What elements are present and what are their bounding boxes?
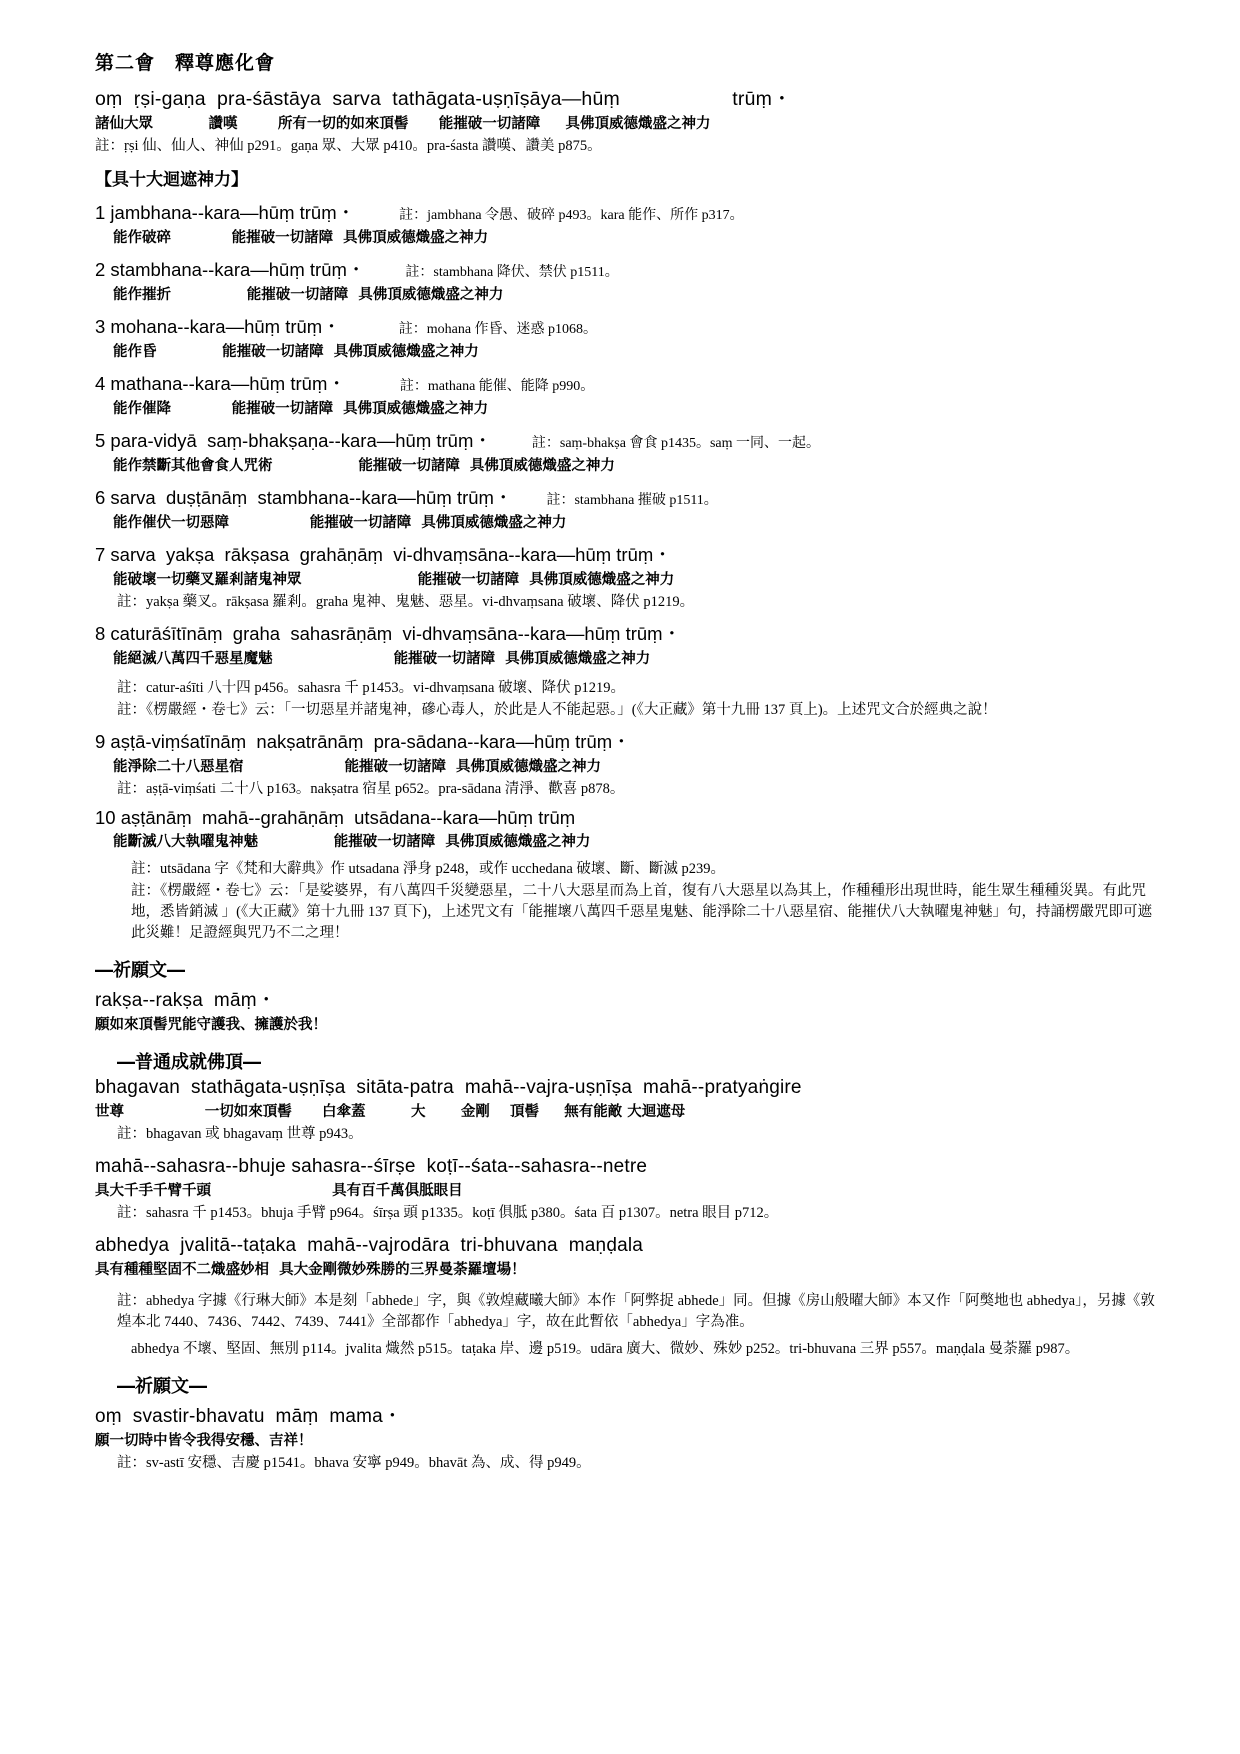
opening-block [95,83,1160,155]
common-line1-note: 註：bhagavan 或 bhagavaṃ 世尊 p943。 [117,1126,363,1142]
item-gloss: 能作催伏一切惡障 能摧破一切諸障 具佛頂威德熾盛之神力 [113,515,567,531]
common-line2-sanskrit: mahā--sahasra--bhuje sahasra--śīrṣe koṭī--śata--sahasra--netre [95,1156,648,1177]
prayer-heading: ―祈願文― [95,960,185,981]
item-note: 註：《楞嚴經・卷七》云：「是娑婆界，有八萬四千災變惡星，二十八大惡星而為上首，復有八大惡星以為其上，作種種形出現世時，能生眾生種種災異。有此咒地，悉皆銷滅 」(《大正藏》第十九冊 137 頁下)，上述咒文有「能摧壞八萬四千惡星鬼魅、能淨除二十八惡星宿、能摧伏八大執曜鬼神魅」句，持誦楞嚴咒即可遮此災難！足證經與咒乃不二之理！ [131,883,1153,941]
prayer-note: 註：sv-astī 安穩、吉慶 p1541。bhava 安寧 p949。bhavāt 為、成、得 p949。 [117,1455,591,1471]
bracket-heading: 【具十大迴遮神力】 [95,170,248,190]
opening-sanskrit: oṃ ṛṣi-gaṇa pra-śāstāya sarva tathāgata-uṣṇīṣāya—hūṃ trūṃ・ [95,88,792,110]
item-inline-note: 註：mathana 能催、能降 p990。 [399,379,595,394]
item-sanskrit: 3 mohana--kara—hūṃ trūṃ・ [95,316,341,337]
common-section [95,1048,1160,1358]
opening-note: 註：ṛṣi 仙、仙人、神仙 p291。gaṇa 眾、大眾 p410。pra-śasta 讚嘆、讚美 p875。 [95,138,602,154]
item-sanskrit: 4 mathana--kara—hūṃ trūṃ・ [95,373,346,394]
list-item [95,541,1160,611]
item-gloss: 能作催降 能摧破一切諸障 具佛頂威德熾盛之神力 [113,401,489,417]
item-sanskrit: 5 para-vidyā saṃ-bhakṣaṇa--kara—hūṃ trūṃ・ [95,430,492,451]
list-item [95,370,1160,418]
common-line2-gloss: 具大千手千臂千頭 具有百千萬俱胝眼目 [95,1183,463,1199]
prayer-block-2 [95,1372,1160,1472]
prayer-gloss: 願如來頂髻咒能守護我、擁護於我！ [95,1017,327,1033]
prayer-gloss: 願一切時中皆令我得安穩、吉祥！ [95,1433,313,1449]
item-gloss: 能作破碎 能摧破一切諸障 具佛頂威德熾盛之神力 [113,230,489,246]
opening-gloss: 諸仙大眾 讚嘆 所有一切的如來頂髻 能摧破一切諸障 具佛頂威德熾盛之神力 [95,116,711,132]
common-heading: ―普通成就佛頂― [117,1052,261,1073]
item-gloss: 能破壞一切藥叉羅剎諸鬼神眾 能摧破一切諸障 具佛頂威德熾盛之神力 [113,572,675,588]
list-item [95,807,1160,942]
list-item [95,427,1160,475]
list-item [95,313,1160,361]
item-inline-note: 註：jambhana 令愚、破碎 p493。kara 能作、所作 p317。 [399,208,744,223]
item-inline-note: 註：stambhana 摧破 p1511。 [546,493,718,508]
list-item [95,620,1160,719]
item-gloss: 能作摧折 能摧破一切諸障 具佛頂威德熾盛之神力 [113,287,504,303]
prayer-sanskrit: rakṣa--rakṣa māṃ・ [95,990,276,1011]
item-sanskrit: 9 aṣṭā-viṃśatīnāṃ nakṣatrānāṃ pra-sādana--kara—hūṃ trūṃ・ [95,731,631,752]
item-sanskrit: 7 sarva yakṣa rākṣasa grahāṇāṃ vi-dhvaṃsāna--kara—hūṃ trūṃ・ [95,544,672,565]
item-note: 註：aṣṭā-viṃśati 二十八 p163。nakṣatra 宿星 p652。pra-sādana 清淨、歡喜 p878。 [117,781,625,797]
common-line2-note: 註：sahasra 千 p1453。bhuja 手臂 p964。śīrṣa 頭 p1335。koṭī 俱胝 p380。śata 百 p1307。netra 眼目 p712。 [117,1205,779,1221]
list-item [95,199,1160,247]
common-line1-sanskrit: bhagavan stathāgata-uṣṇīṣa sitāta-patra mahā--vajra-uṣṇīṣa mahā--pratyaṅgire [95,1077,802,1098]
common-line1-gloss: 世尊 一切如來頂髻 白傘蓋 大 金剛 頂髻 無有能敵 大迴遮母 [95,1104,686,1120]
item-sanskrit: 8 caturāśītīnāṃ graha sahasrāṇāṃ vi-dhvaṃsāna--kara—hūṃ trūṃ・ [95,623,682,644]
item-gloss: 能絕滅八萬四千惡星魔魅 能摧破一切諸障 具佛頂威德熾盛之神力 [113,651,651,667]
common-line3-note-1: 註：abhedya 字據《行琳大師》本是刻「abhede」字，與《敦煌藏曦大師》本作「阿弊捉 abhede」同。但據《房山般曜大師》本又作「阿獘地也 abhedya」，另據《敦煌本北 7440、7436、7442、7439、7441》全部都作「abhedya」字，故在此暫依「abhedya」字為准。 [117,1293,1155,1330]
common-line3-gloss: 具有種種堅固不二熾盛妙相 具大金剛微妙殊勝的三界曼荼羅壇場！ [95,1262,526,1278]
list-item [95,484,1160,532]
prayer-sanskrit: oṃ svastir-bhavatu māṃ mama・ [95,1406,403,1427]
item-inline-note: 註：mohana 作昏、迷惑 p1068。 [398,322,598,337]
item-sanskrit: 2 stambhana--kara—hūṃ trūṃ・ [95,259,366,280]
item-note: 註：catur-aśīti 八十四 p456。sahasra 千 p1453。vi-dhvaṃsana 破壞、降伏 p1219。 [117,680,625,696]
item-sanskrit: 1 jambhana--kara—hūṃ trūṃ・ [95,202,356,223]
page-title: 第二會 釋尊應化會 [95,52,276,74]
common-line3-sanskrit: abhedya jvalitā--taṭaka mahā--vajrodāra tri-bhuvana maṇḍala [95,1235,644,1256]
prayer-heading: ―祈願文― [117,1376,207,1397]
item-note: 註：utsādana 字《梵和大辭典》作 utsadana 淨身 p248，或作 ucchedana 破壞、斷、斷滅 p239。 [131,861,726,877]
item-inline-note: 註：saṃ-bhakṣa 會食 p1435。saṃ 一同、一起。 [531,436,821,451]
item-note: 註：yakṣa 藥叉。rākṣasa 羅剎。graha 鬼神、鬼魅、惡星。vi-dhvaṃsana 破壞、降伏 p1219。 [117,594,695,610]
item-gloss: 能作昏 能摧破一切諸障 具佛頂威德熾盛之神力 [113,344,479,360]
item-gloss: 能作禁斷其他會食人咒術 能摧破一切諸障 具佛頂威德熾盛之神力 [113,458,615,474]
prayer-block-1 [95,956,1160,1034]
list-item [95,256,1160,304]
item-gloss: 能淨除二十八惡星宿 能摧破一切諸障 具佛頂威德熾盛之神力 [113,759,602,775]
item-sanskrit: 6 sarva duṣṭānāṃ stambhana--kara—hūṃ trūṃ・ [95,487,513,508]
list-item [95,728,1160,798]
item-note: 註：《楞嚴經・卷七》云：「一切惡星并諸鬼神，磣心毒人，於此是人不能起惡。」(《大正藏》第十九冊 137 頁上)。上述咒文合於經典之說！ [117,702,997,718]
item-inline-note: 註：stambhana 降伏、禁伏 p1511。 [405,265,619,280]
item-gloss: 能斷滅八大執曜鬼神魅 能摧破一切諸障 具佛頂威德熾盛之神力 [113,834,591,850]
item-sanskrit: 10 aṣṭānāṃ mahā--grahāṇāṃ utsādana--kara—hūṃ trūṃ [95,807,576,828]
common-line3-note-2: abhedya 不壞、堅固、無別 p114。jvalita 熾然 p515。taṭaka 岸、邊 p519。udāra 廣大、微妙、殊妙 p252。tri-bhuvana 三界 p557。maṇḍala 曼荼羅 p987。 [131,1341,1080,1357]
